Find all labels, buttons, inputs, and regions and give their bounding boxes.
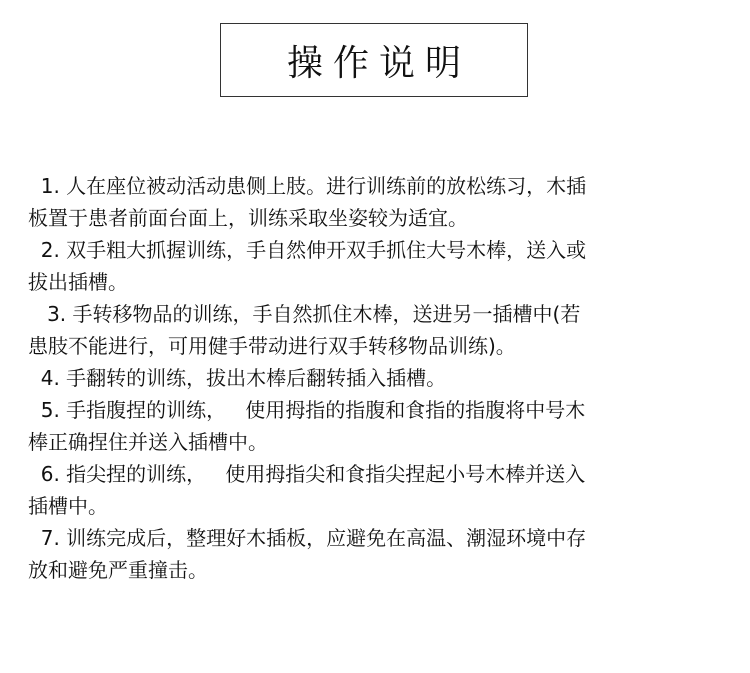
instruction-step xyxy=(28,170,728,234)
instruction-line: 插槽中。 xyxy=(28,494,108,518)
instruction-line: 4. 手翻转的训练，拔出木棒后翻转插入插槽。 xyxy=(28,366,447,390)
instruction-line: 6. 指尖捏的训练， 使用拇指尖和食指尖捏起小号木棒并送入 xyxy=(28,462,586,486)
instruction-step xyxy=(28,362,728,394)
title-box xyxy=(220,23,528,97)
instructions-list xyxy=(28,170,728,586)
page-title: 操作说明 xyxy=(286,42,471,84)
instruction-step xyxy=(28,458,728,522)
instruction-line: 放和避免严重撞击。 xyxy=(28,558,208,582)
instruction-line: 1. 人在座位被动活动患侧上肢。进行训练前的放松练习，木插 xyxy=(28,174,587,198)
instruction-line: 2. 双手粗大抓握训练，手自然伸开双手抓住大号木棒，送入或 xyxy=(28,238,587,262)
instruction-step xyxy=(28,298,728,362)
instruction-step xyxy=(28,394,728,458)
instruction-line: 拔出插槽。 xyxy=(28,270,128,294)
instruction-line: 7. 训练完成后，整理好木插板，应避免在高温、潮湿环境中存 xyxy=(28,526,587,550)
instruction-line: 板置于患者前面台面上，训练采取坐姿较为适宜。 xyxy=(28,206,468,230)
instruction-line: 3. 手转移物品的训练，手自然抓住木棒，送进另一插槽中(若 xyxy=(28,302,581,326)
instruction-line: 患肢不能进行，可用健手带动进行双手转移物品训练)。 xyxy=(28,334,516,358)
instruction-line: 棒正确捏住并送入插槽中。 xyxy=(28,430,268,454)
instruction-step xyxy=(28,234,728,298)
instruction-line: 5. 手指腹捏的训练， 使用拇指的指腹和食指的指腹将中号木 xyxy=(28,398,586,422)
instruction-step xyxy=(28,522,728,586)
